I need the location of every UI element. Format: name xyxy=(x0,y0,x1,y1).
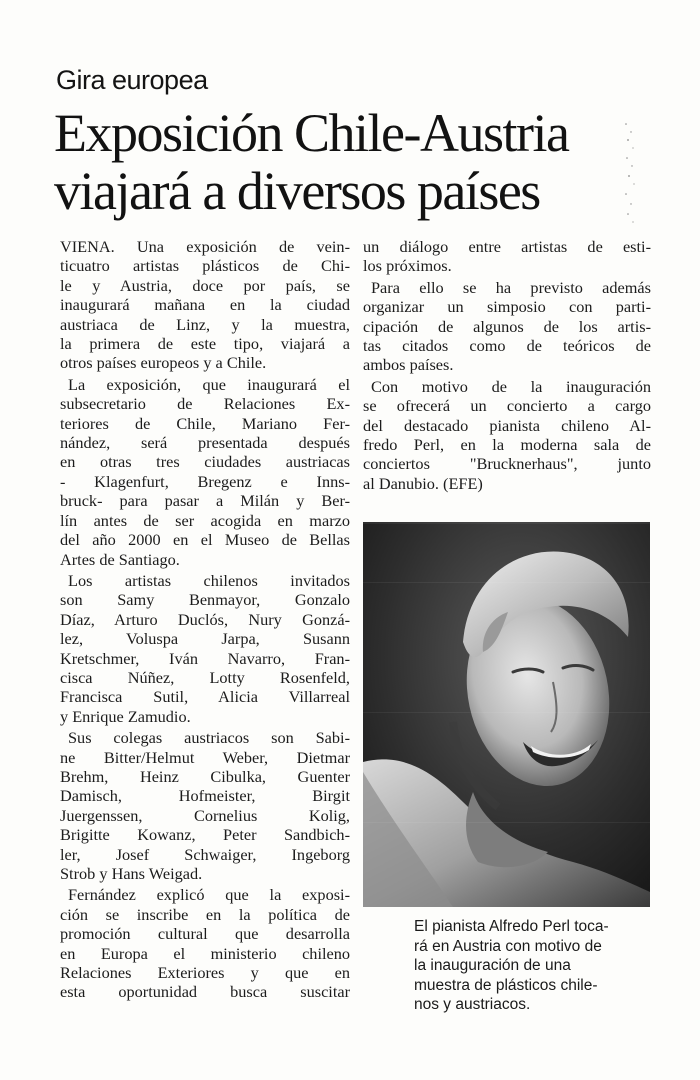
text-line: bruck- para pasar a Milán y Ber- xyxy=(60,491,350,511)
text-line: Los artistas chilenos invitados xyxy=(68,570,350,590)
text-line: esta oportunidad busca suscitar xyxy=(60,982,350,1002)
text-line: inaugurará mañana en la ciudad xyxy=(60,295,350,315)
paragraph xyxy=(60,375,350,569)
text-line: Brehm, Heinz Cibulka, Guenter xyxy=(60,766,350,786)
text-line: Con motivo de la inauguración xyxy=(371,376,651,396)
text-line: Damisch, Hofmeister, Birgit xyxy=(60,786,350,806)
text-line: la primera de este tipo, viajará a xyxy=(60,334,350,354)
text-line: VIENA. Una exposición de vein- xyxy=(60,237,350,256)
text-line: los próximos. xyxy=(363,256,452,276)
text-line: otros países europeos y a Chile. xyxy=(60,353,267,373)
headline-line: viajará a diversos países xyxy=(54,161,540,221)
text-line: Para ello se ha previsto además xyxy=(371,277,651,297)
text-line: son Samy Benmayor, Gonzalo xyxy=(60,590,350,610)
text-line: Díaz, Arturo Duclós, Nury Gonzá- xyxy=(60,609,350,629)
text-line: promoción cultural que desarrolla xyxy=(60,924,350,944)
text-line: en Europa el ministerio chileno xyxy=(60,943,350,963)
text-line: al Danubio. (EFE) xyxy=(363,473,483,493)
portrait-illustration xyxy=(363,522,650,907)
text-line: ticuatro artistas plásticos de Chi- xyxy=(60,256,350,276)
text-line: conciertos "Brucknerhaus", junto xyxy=(363,454,651,474)
text-line: en otras tres ciudades austriacas xyxy=(60,452,350,472)
text-line: austriaca de Linz, y la muestra, xyxy=(60,314,350,334)
text-line: lín antes de ser acogida en marzo xyxy=(60,510,350,530)
pianist-photo xyxy=(363,522,650,907)
text-line: del destacado pianista chileno Al- xyxy=(363,415,651,435)
text-line: ler, Josef Schwaiger, Ingeborg xyxy=(60,844,350,864)
headline-line: Exposición Chile-Austria xyxy=(54,103,569,163)
text-line: se ofrecerá un concierto a cargo xyxy=(363,396,651,416)
caption-line: rá en Austria con motivo de xyxy=(414,937,602,955)
paragraph xyxy=(363,278,651,375)
paragraph xyxy=(363,377,651,493)
scan-edge-noise xyxy=(622,118,638,228)
text-line: cisca Núñez, Lotty Rosenfeld, xyxy=(60,667,350,687)
text-line: lez, Voluspa Jarpa, Susann xyxy=(60,629,350,649)
text-line: Relaciones Exteriores y que en xyxy=(60,963,350,983)
text-line: Artes de Santiago. xyxy=(60,549,180,569)
text-line: le y Austria, doce por país, se xyxy=(60,275,350,295)
caption-line: nos y austriacos. xyxy=(414,996,531,1014)
text-line: fredo Perl, en la moderna sala de xyxy=(363,435,651,455)
text-line: Brigitte Kowanz, Peter Sandbich- xyxy=(60,825,350,845)
caption-line: El pianista Alfredo Perl toca- xyxy=(414,918,609,935)
text-line: Strob y Hans Weigad. xyxy=(60,864,203,883)
text-line: tas citados como de teóricos de xyxy=(363,336,651,356)
text-line: La exposición, que inaugurará el xyxy=(68,374,350,394)
text-line: ne Bitter/Helmut Weber, Dietmar xyxy=(60,747,350,767)
right-column xyxy=(363,237,651,495)
text-line: del año 2000 en el Museo de Bellas xyxy=(60,530,350,550)
paragraph xyxy=(60,237,350,373)
text-line: Fernández explicó que la exposi- xyxy=(68,885,350,905)
paragraph xyxy=(60,571,350,726)
text-line: un diálogo entre artistas de esti- xyxy=(363,237,651,256)
text-line: teriores de Chile, Mariano Fer- xyxy=(60,413,350,433)
text-line: organizar un simposio con parti- xyxy=(363,297,651,317)
caption-line: la inauguración de una xyxy=(414,957,571,975)
paragraph xyxy=(363,237,651,276)
section-kicker: Gira europea xyxy=(56,65,208,95)
text-line: subsecretario de Relaciones Ex- xyxy=(60,394,350,414)
text-line: Kretschmer, Iván Navarro, Fran- xyxy=(60,648,350,668)
left-column xyxy=(60,237,350,1004)
caption-line: muestra de plásticos chile- xyxy=(414,976,598,994)
paragraph xyxy=(60,885,350,1001)
text-line: - Klagenfurt, Bregenz e Inns- xyxy=(60,471,350,491)
text-line: ambos países. xyxy=(363,355,454,375)
text-line: cipación de algunos de los artis- xyxy=(363,316,651,336)
paragraph xyxy=(60,728,350,883)
headline xyxy=(54,104,654,220)
text-line: Francisca Sutil, Alicia Villarreal xyxy=(60,687,350,707)
text-line: y Enrique Zamudio. xyxy=(60,706,191,726)
text-line: nández, será presentada después xyxy=(60,433,350,453)
text-line: Sus colegas austriacos son Sabi- xyxy=(68,728,350,748)
text-line: Juergenssen, Cornelius Kolig, xyxy=(60,805,350,825)
text-line: ción se inscribe en la política de xyxy=(60,904,350,924)
photo-caption xyxy=(414,917,654,1015)
